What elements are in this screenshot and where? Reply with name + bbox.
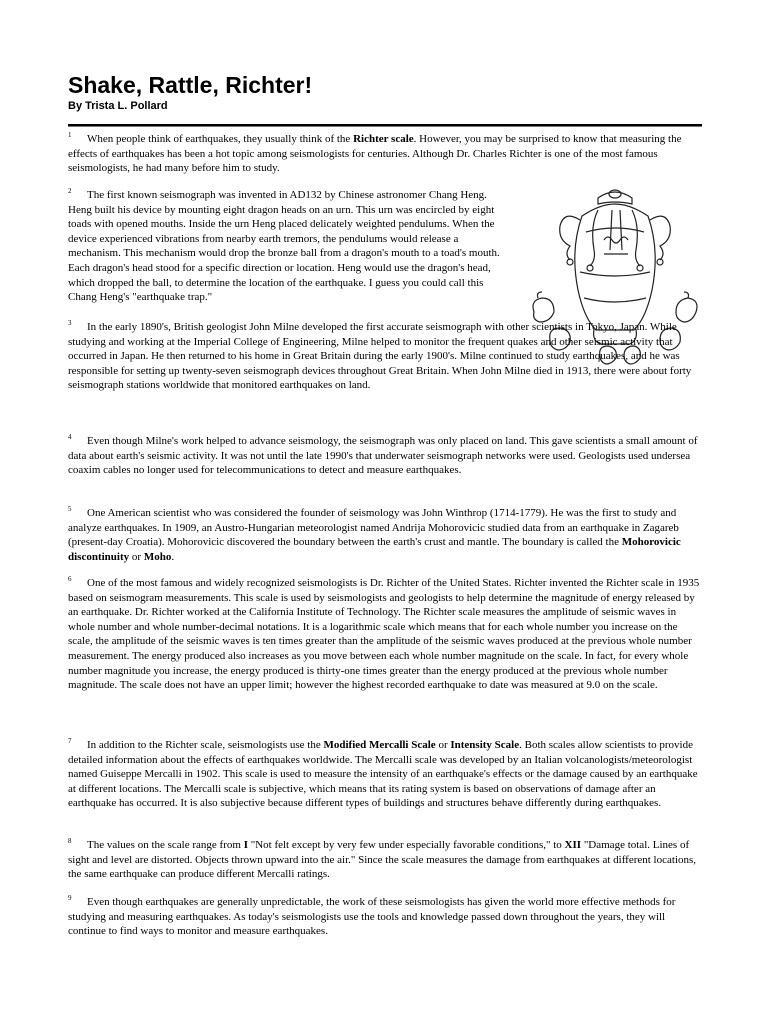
article-title: Shake, Rattle, Richter!	[68, 72, 313, 98]
paragraph-text: .	[171, 550, 175, 563]
paragraph-3: 3 In the early 1890's, British geologist John Milne developed the first accurate seismograph with other scientists in Tokyo, Japan. While studying and working at the Imperial College of Engineering, Milne helped to monitor the frequent quakes and other seismic activity that occurred in Japan. He then returned to his home in Great Britain during the early 1900's. Milne continued to study earthquakes, and he was responsible for setting up twenty-seven seismograph devices throughout Great Britain. When John Milne died in 1913, there were about forty seismograph stations worldwide that monitored earthquakes on land.	[68, 319, 692, 392]
title-divider	[68, 124, 702, 127]
paragraph-text: "Not felt except by very few under especially favorable conditions," to	[247, 839, 565, 851]
article-byline: By Trista L. Pollard	[68, 100, 168, 112]
bold-term: XII	[564, 839, 582, 851]
paragraph-text: . Both scales allow scientists to provide detailed information about the effects of earthquakes worldwide. The Mercalli scale was developed by an Italian volcanologists/meteorologist named Guiseppe Mercalli in 1902. This scale is used to measure the intensity of an earthquake's effects or the damage caused by an earthquake at different locations. The Mercalli scale is subjective, which means that its rating system is based on observations of damage after an earthquake has occurred. It is also subjective because different types of buildings and structures behave differently during earthquakes.	[68, 739, 698, 810]
paragraph-6: 6 One of the most famous and widely recognized seismologists is Dr. Richter of the United States. Richter invented the Richter scale in 1935 based on seismogram measurements. This scale is used by seismologists and geologists to help determine the magnitude of energy released by an earthquake. Dr. Richter worked at the California Institute of Technology. The Richter scale measures the amplitude of seismic waves in whole number and whole number-decimal notations. It is a logarithmic scale which means that for each whole number you increase on the scale, the amplitude of the seismic waves is ten times greater than the amplitude of the seismic waves produced at the previous whole number measurement. The energy produced also increases as you move between each whole number magnitude on the scale. In fact, for every whole number magnitude you increase, the energy produced is thirty-one times greater than the energy produced at the previous whole number magnitude. The scale does not have an upper limit; however the highest recorded earthquake to date was measured at 9.0 on the scale.	[68, 575, 700, 692]
bold-term: Intensity Scale	[450, 739, 520, 751]
paragraph-text: When people think of earthquakes, they usually think of the	[87, 133, 354, 145]
paragraph-text: One of the most famous and widely recognized seismologists is Dr. Richter of the United States. Richter invented the Richter scale in 1935 based on seismogram measurements. This scale is used by seismologists and geologists to help determine the magnitude of energy released by an earthquake. Dr. Richter worked at the California Institute of Technology. The Richter scale measures the amplitude of seismic waves in whole number and whole number-decimal notations. It is a logarithmic scale which means that for each whole number you increase on the scale, the amplitude of the seismic waves is ten times greater than the amplitude of the seismic waves produced at the previous whole number measurement. The energy produced also increases as you move between each whole number magnitude on the scale. In fact, for every whole number magnitude you increase, the energy produced is thirty-one times greater than the energy produced at the previous whole number magnitude. The scale does not have an upper limit; however the highest recorded earthquake to date was measured at 9.0 on the scale.	[68, 577, 700, 692]
bold-term: Richter scale	[353, 133, 414, 145]
paragraph-4: 4 Even though Milne's work helped to advance seismology, the seismograph was only placed on land. This gave scientists a small amount of data about earth's seismic activity. It was not until the late 1990's that underwater seismograph networks were used. Geologists used undersea coaxim cables no longer used for telecommunications to detect and measure earthquakes.	[68, 433, 698, 477]
paragraph-text: The first known seismograph was invented in AD132 by Chinese astronomer Chang Heng. Heng built his device by mounting eight dragon heads on an urn. This urn was encircled by eight toads with opened mouths. Inside the urn Heng placed delicately weighted pendulums. When the device experienced vibrations from nearby earth tremors, the pendulums would release a mechanism. This mechanism would drop the bronze ball from a dragon's mouth to a toad's mouth. Each dragon's head stood for a specific direction or location. Heng would use the dragon's head, which dropped the ball, to determine the location of the earthquake. I guess you could call this Chang Heng's "earthquake trap."	[68, 189, 500, 304]
paragraph-5: 5 One American scientist who was considered the founder of seismology was John Winthrop (1714-1779). He was the first to study and analyze earthquakes. In 1909, an Austro-Hungarian meteorologist named Andrija Mohorovicic studied data from an earthquake in Zagareb (present-day Croatia). Mohorovicic discovered the boundary between the earth's crust and mantle. The boundary is called the Mohorovicic discontinuity or Moho.	[68, 505, 681, 563]
bold-term: Mohorovicic discontinuity	[68, 536, 681, 563]
paragraph-text: or	[435, 739, 451, 751]
paragraph-text: The values on the scale range from	[87, 839, 244, 851]
paragraph-2: 2 The first known seismograph was invented in AD132 by Chinese astronomer Chang Heng. Heng built his device by mounting eight dragon heads on an urn. This urn was encircled by eight toads with opened mouths. Inside the urn Heng placed delicately weighted pendulums. When the device experienced vibrations from nearby earth tremors, the pendulums would release a mechanism. This mechanism would drop the bronze ball from a dragon's mouth to a toad's mouth. Each dragon's head stood for a specific direction or location. Heng would use the dragon's head, which dropped the ball, to determine the location of the earthquake. I guess you could call this Chang Heng's "earthquake trap."	[68, 187, 500, 304]
bold-term: I	[243, 839, 248, 851]
paragraph-text: One American scientist who was considered the founder of seismology was John Winthrop (1714-1779). He was the first to study and analyze earthquakes. In 1909, an Austro-Hungarian meteorologist named Andrija Mohorovicic studied data from an earthquake in Zagareb (present-day Croatia). Mohorovicic discovered the boundary between the earth's crust and mantle. The boundary is called the	[68, 507, 679, 549]
paragraph-text: In addition to the Richter scale, seismologists use the	[87, 739, 324, 751]
paragraph-9: 9 Even though earthquakes are generally unpredictable, the work of these seismologists has given the world more effective methods for studying and measuring earthquakes. As today's seismologists use the tools and knowledge passed down throughout the years, they will continue to find ways to monitor and measure earthquakes.	[68, 894, 676, 938]
bold-term: Moho	[143, 550, 172, 563]
paragraph-7: 7 In addition to the Richter scale, seismologists use the Modified Mercalli Scale or Intensity Scale. Both scales allow scientists to provide detailed information about the effects of earthquakes worldwide. The Mercalli scale was developed by an Italian volcanologists/meteorologist named Guiseppe Mercalli in 1902. This scale is used to measure the intensity of an earthquake's effects or the damage caused by an earthquake at different locations. The Mercalli scale is subjective, which means that its rating system is based on observations of damage after an earthquake has occurred. It is also subjective because different types of buildings and structures behave differently during earthquakes.	[68, 737, 698, 810]
paragraph-text: Even though Milne's work helped to advance seismology, the seismograph was only placed on land. This gave scientists a small amount of data about earth's seismic activity. It was not until the late 1990's that underwater seismograph networks were used. Geologists used undersea coaxim cables no longer used for telecommunications to detect and measure earthquakes.	[68, 435, 698, 477]
paragraph-text: "Damage total. Lines of sight and level are distorted. Objects thrown upward into the air." Since the scale measures the damage from earthquakes at different locations, the same earthquake can produce different Mercalli ratings.	[68, 839, 697, 881]
paragraph-text: In the early 1890's, British geologist John Milne developed the first accurate seismograph with other scientists in Tokyo, Japan. While studying and working at the Imperial College of Engineering, Milne helped to monitor the frequent quakes and other seismic activity that occurred in Japan. He then returned to his home in Great Britain during the early 1900's. Milne continued to study earthquakes, and he was responsible for setting up twenty-seven seismograph devices throughout Great Britain. When John Milne died in 1913, there were about forty seismograph stations worldwide that monitored earthquakes on land.	[68, 321, 692, 392]
paragraph-text: or	[129, 550, 144, 563]
bold-term: Modified Mercalli Scale	[323, 739, 436, 751]
paragraph-1: 1 When people think of earthquakes, they usually think of the Richter scale. However, you may be surprised to know that measuring the effects of earthquakes has been a hot topic among seismologists for centuries. Although Dr. Charles Richter is one of the most famous seismologists, he had many before him to study.	[68, 131, 682, 175]
paragraph-text: . However, you may be surprised to know that measuring the effects of earthquakes has been a hot topic among seismologists for centuries. Although Dr. Charles Richter is one of the most famous seismologists, he had many before him to study.	[68, 133, 682, 175]
paragraph-8: 8 The values on the scale range from I "Not felt except by very few under especially favorable conditions," to XII "Damage total. Lines of sight and level are distorted. Objects thrown upward into the air." Since the scale measures the damage from earthquakes at different locations, the same earthquake can produce different Mercalli ratings.	[68, 837, 697, 881]
paragraph-text: Even though earthquakes are generally unpredictable, the work of these seismologists has given the world more effective methods for studying and measuring earthquakes. As today's seismologists use the tools and knowledge passed down throughout the years, they will continue to find ways to monitor and measure earthquakes.	[68, 896, 676, 938]
